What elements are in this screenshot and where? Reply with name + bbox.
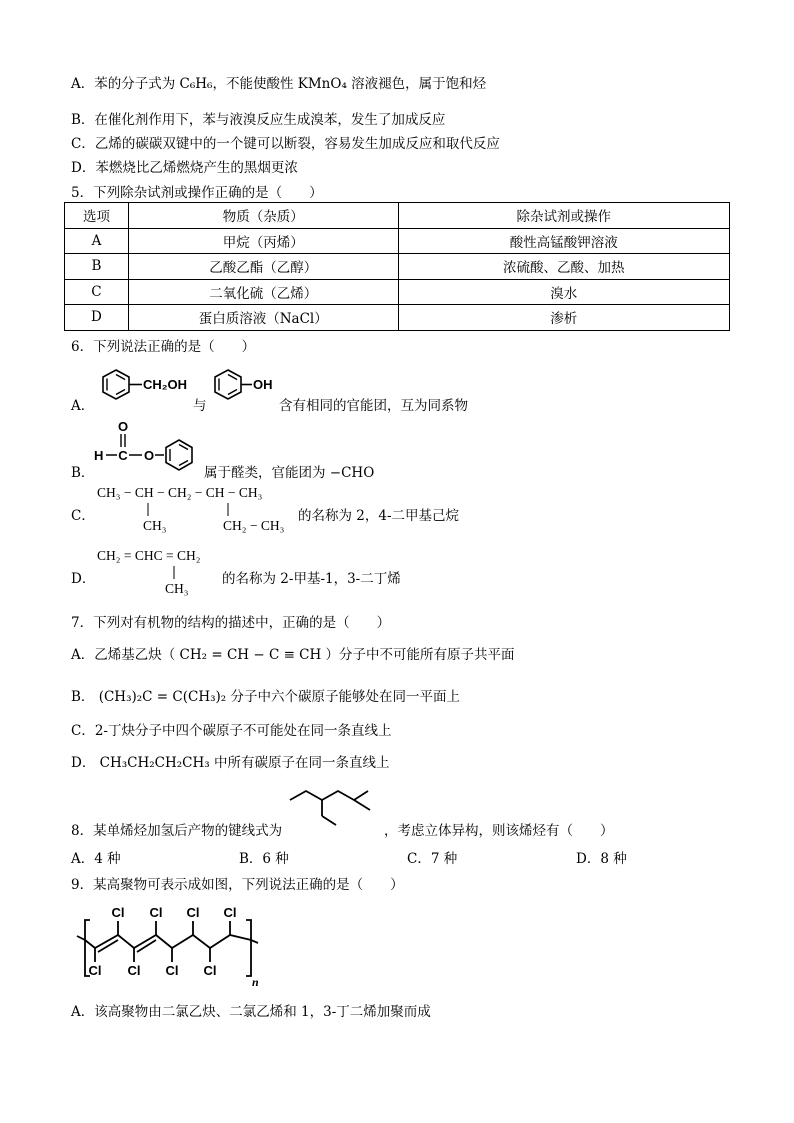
oh-label: OH [253,377,273,392]
q7-option-b: B． (CH₃)₂C = C(CH₃)₂ 分子中六个碳原子能够处在同一平面上 [71,689,460,705]
q8-option-b: B．6 种 [239,851,289,867]
q8-skeletal-formula [288,786,384,834]
q6-option-a-label: A． [71,398,95,414]
q6-d-branch: CH₃ [165,581,189,596]
q5-table [64,202,730,331]
cl-label: Cl [203,963,217,978]
cl-label: Cl [165,963,179,978]
q4-option-b: B．在催化剂作用下，苯与液溴反应生成溴苯，发生了加成反应 [71,112,446,128]
table-header-row [65,203,730,229]
table-cell: A [65,228,129,254]
table-cell: 甲烷（丙烯） [128,228,398,254]
table-cell: 二氧化硫（乙烯） [128,279,398,305]
q8-option-d: D．8 种 [576,851,627,867]
q6-option-d-label: D． [71,571,96,587]
q4-a-formula: C₆H₆ [179,76,213,92]
q4-a-text: A．苯的分子式为 [71,76,180,92]
q4-option-c: C．乙烯的碳碳双键中的一个键可以断裂，容易发生加成反应和取代反应 [71,136,500,152]
q6-a-connector: 与 [193,398,207,414]
repeat-n-label: n [252,975,259,989]
table-header: 选项 [65,203,129,229]
q9-polymer-structure [74,898,264,990]
c-label: C [118,448,128,463]
q7-option-d: D． CH₃CH₂CH₂CH₃ 中所有碳原子在同一条直线上 [71,755,390,771]
q6-c-branch-bonds [140,502,240,518]
q6-option-c-label: C． [71,508,95,524]
q8-stem-pre: 8．某单烯烃加氢后产物的键线式为 [71,823,283,839]
table-row [65,228,730,254]
q6-d-main-chain: CH₂ = CHC = CH₂ [97,548,201,563]
cl-label: Cl [127,963,141,978]
table-cell: C [65,279,129,305]
table-cell: B [65,254,129,280]
q6-b-text: 属于醛类，官能团为 −CHO [204,465,375,481]
table-cell: 乙酸乙酯（乙醇） [128,254,398,280]
table-header: 除杂试剂或操作 [398,203,729,229]
table-cell: 酸性高锰酸钾溶液 [398,228,729,254]
q8-option-a: A．4 种 [71,851,121,867]
q6-option-b-label: B． [71,465,95,481]
cl-label: Cl [88,963,102,978]
q7-option-a: A．乙烯基乙炔（ CH₂ = CH − C ≡ CH ）分子中不可能所有原子共平面 [71,647,515,663]
q7-option-c: C．2-丁炔分子中四个碳原子不可能处在同一条直线上 [71,723,392,739]
q4-option-a [71,72,486,92]
table-header: 物质（杂质） [128,203,398,229]
ch2oh-label: CH₂OH [143,377,188,392]
table-cell: 浓硫酸、乙酸、加热 [398,254,729,280]
table-row [65,279,730,305]
q6-c-branch-1: CH₃ [143,518,167,533]
table-cell: 渗析 [398,305,729,331]
q6-c-branch-2: CH₂ − CH₃ [223,518,285,533]
table-cell: D [65,305,129,331]
table-cell: 蛋白质溶液（NaCl） [128,305,398,331]
q6-stem: 6．下列说法正确的是（ ） [71,339,256,355]
q9-stem: 9．某高聚物可表示成如图，下列说法正确的是（ ） [71,877,404,893]
cl-label: Cl [149,905,163,920]
cl-label: Cl [186,905,200,920]
benzyl-alcohol-structure [94,366,206,406]
q6-c-text: 的名称为 2，4-二甲基己烷 [298,508,460,524]
phenol-structure [208,366,278,406]
cl-label: Cl [223,905,237,920]
ester-o-label: O [144,448,155,463]
q9-option-a: A．该高聚物由二氯乙炔、二氯乙烯和 1，3-丁二烯加聚而成 [71,1004,431,1020]
q8-stem-post: ，考虑立体异构，则该烯烃有（ ） [384,823,614,839]
q6-c-main-chain: CH₃ − CH − CH₂ − CH − CH₃ [97,485,263,500]
table-row [65,305,730,331]
q6-d-text: 的名称为 2-甲基-1，3-二丁烯 [222,571,401,587]
q6-d-branch-bond [166,565,182,581]
q6-a-text: 含有相同的官能团，互为同系物 [279,398,468,414]
table-cell: 溴水 [398,279,729,305]
phenyl-formate-structure [94,418,206,474]
table-row [65,254,730,280]
q4-a-text-2: ，不能使酸性 KMnO₄ 溶液褪色，属于饱和烃 [212,76,487,92]
h-label: H [94,448,104,463]
q4-option-d: D．苯燃烧比乙烯燃烧产生的黑烟更浓 [71,160,298,176]
q5-stem: 5．下列除杂试剂或操作正确的是（ ） [71,185,323,201]
cl-label: Cl [111,905,125,920]
q8-option-c: C．7 种 [407,851,458,867]
q7-stem: 7．下列对有机物的结构的描述中，正确的是（ ） [71,615,391,631]
carbonyl-o-label: O [117,419,129,434]
